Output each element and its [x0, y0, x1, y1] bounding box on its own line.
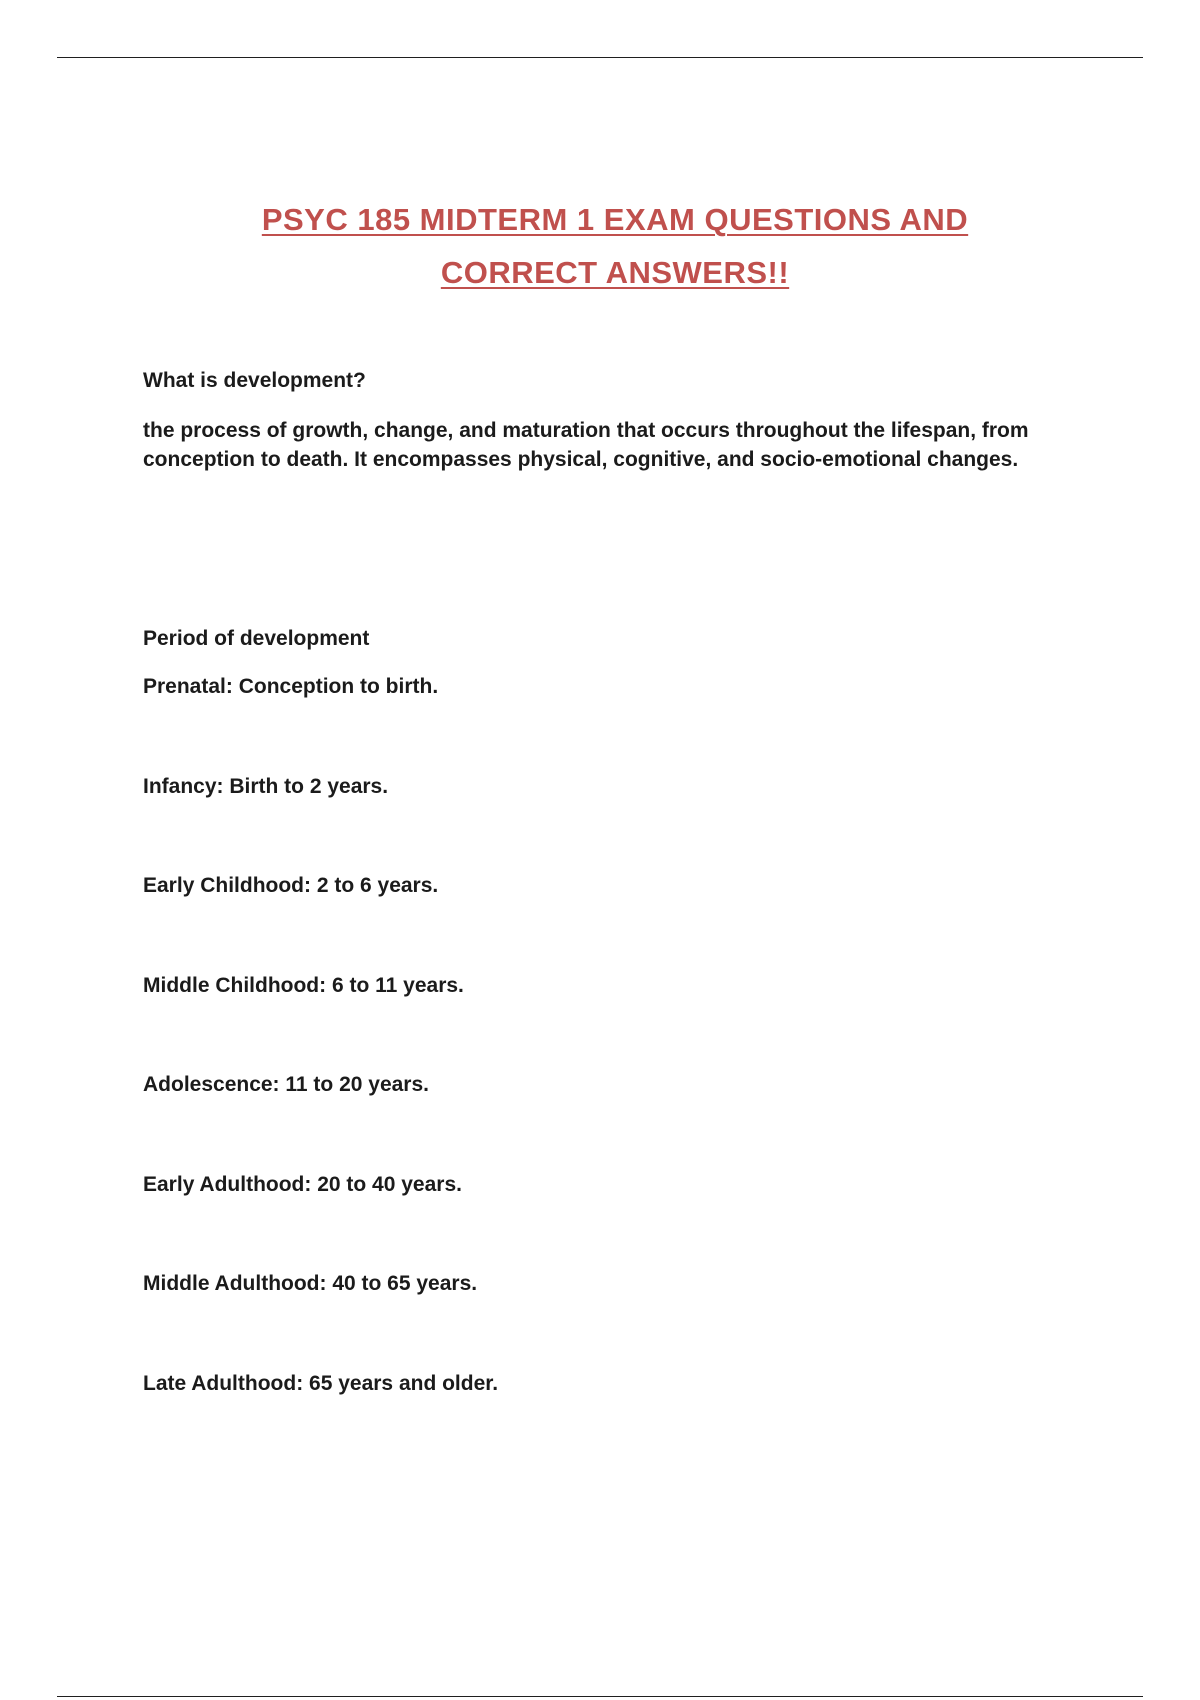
title-line-2: CORRECT ANSWERS!!: [440, 255, 790, 290]
development-periods-list: [143, 672, 1063, 1468]
period-item: Middle Childhood: 6 to 11 years.: [143, 973, 464, 997]
period-item: Prenatal: Conception to birth.: [143, 675, 439, 698]
period-item: Adolescence: 11 to 20 years.: [143, 1073, 429, 1096]
period-item: Late Adulthood: 65 years and older.: [143, 1371, 499, 1395]
top-divider: [57, 57, 1143, 58]
period-item: Early Adulthood: 20 to 40 years.: [143, 1172, 462, 1196]
period-item: Middle Adulthood: 40 to 65 years.: [143, 1272, 478, 1295]
title-line-1: PSYC 185 MIDTERM 1 EXAM QUESTIONS AND: [261, 202, 969, 237]
bottom-divider: [57, 1696, 1143, 1697]
question-2: Period of development: [143, 627, 370, 650]
page-title: [150, 193, 1080, 299]
answer-1: the process of growth, change, and maturation that occurs throughout the lifespan, from conception to death. It encompasses physical, cognitive, and socio-emotional changes.: [143, 419, 1029, 471]
period-item: Infancy: Birth to 2 years.: [143, 774, 389, 798]
question-1: What is development?: [143, 369, 366, 392]
period-item: Early Childhood: 2 to 6 years.: [143, 874, 439, 897]
